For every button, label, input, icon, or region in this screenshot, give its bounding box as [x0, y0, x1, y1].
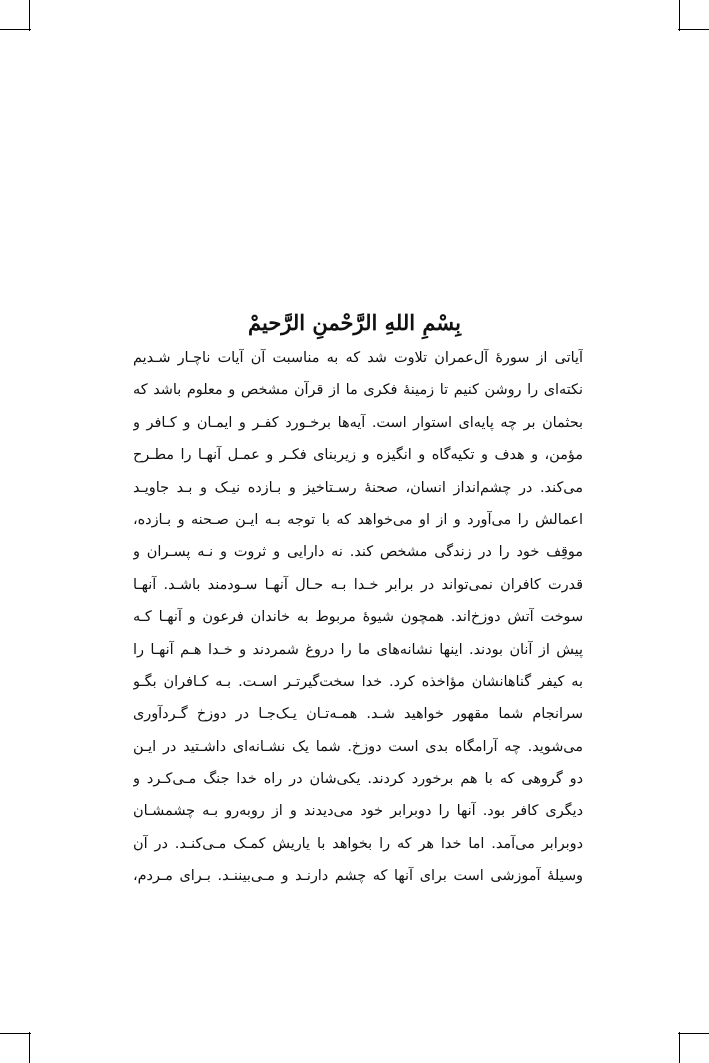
- text-line: سوخت آتش دوزخ‌اند. همچون شیوهٔ مربوط به خاندان فرعون و آنهـا کـه: [133, 609, 583, 626]
- text-line: قدرت کافران نمی‌تواند در برابر خـدا بـه حـال آنهـا سـودمند باشـد. آنهـا: [133, 576, 583, 593]
- text-line: پیش از آنان بودند. اینها نشانه‌های ما را دروغ شمردند و خـدا هـم آنهـا را: [133, 641, 583, 658]
- text-line: دوبرابر می‌آمد. اما خدا هر که را بخواهد با یاریش کمـک مـی‌کنـد. در آن: [133, 835, 583, 852]
- text-line: مؤمن، و هدف و تکیه‌گاه و انگیزه و زیربنای فکـر و عمـل آنهـا را مطـرح: [133, 447, 583, 464]
- text-line: بحثمان بر چه پایه‌ای استوار است. آیه‌ها برخـورد کفـر و ایمـان و کـافر و: [133, 414, 583, 431]
- text-line: نکته‌ای را روشن کنیم تا زمینهٔ فکری ما از قرآن مشخص و معلوم باشد که: [133, 382, 583, 399]
- text-line: سرانجام شما مقهور خواهید شـد. همـه‌تـان یـک‌جـا در دوزخ گـردآوری: [133, 706, 583, 723]
- body-text: [133, 342, 583, 893]
- text-line: موقِف خود را در زندگی مشخص کند. نه دارایی و ثروت و نـه پسـران و: [133, 544, 583, 561]
- text-line: دو گروهی که با هم برخورد کردند. یکی‌شان در راه خدا جنگ مـی‌کـرد و: [133, 771, 583, 788]
- text-line: به کیفر گناهانشان مؤاخذه کرد. خدا سخت‌گیرتـر اسـت. بـه کـافران بگـو: [133, 673, 583, 690]
- text-line: آیاتی از سورهٔ آل‌عمران تلاوت شد که به مناسبت آن آیات ناچـار شـدیم: [133, 350, 583, 366]
- text-line: وسیلهٔ آموزشی است برای آنها که چشم دارنـد و مـی‌بیننـد. بـرای مـردم،: [133, 868, 583, 885]
- text-line: می‌کند. در چشم‌انداز انسان، صحنهٔ رسـتاخیز و بـازده نیـک و بـد جاویـد: [133, 479, 583, 496]
- basmala-heading: بِسْمِ اللهِ الرَّحْمنِ الرَّحیمْ: [248, 310, 461, 335]
- text-line: می‌شوید. چه آرامگاه بدی است دوزخ. شما یک نشـانه‌ای داشـتید در ایـن: [133, 738, 583, 755]
- text-line: دیگری کافر بود. آنها را دوبرابر خود می‌دیدند و از روبه‌رو بـه چشمشـان: [133, 803, 583, 820]
- text-line: اعمالش را می‌آورد و از او می‌خواهد که با توجه بـه ایـن صـحنه و بـازده،: [133, 511, 583, 528]
